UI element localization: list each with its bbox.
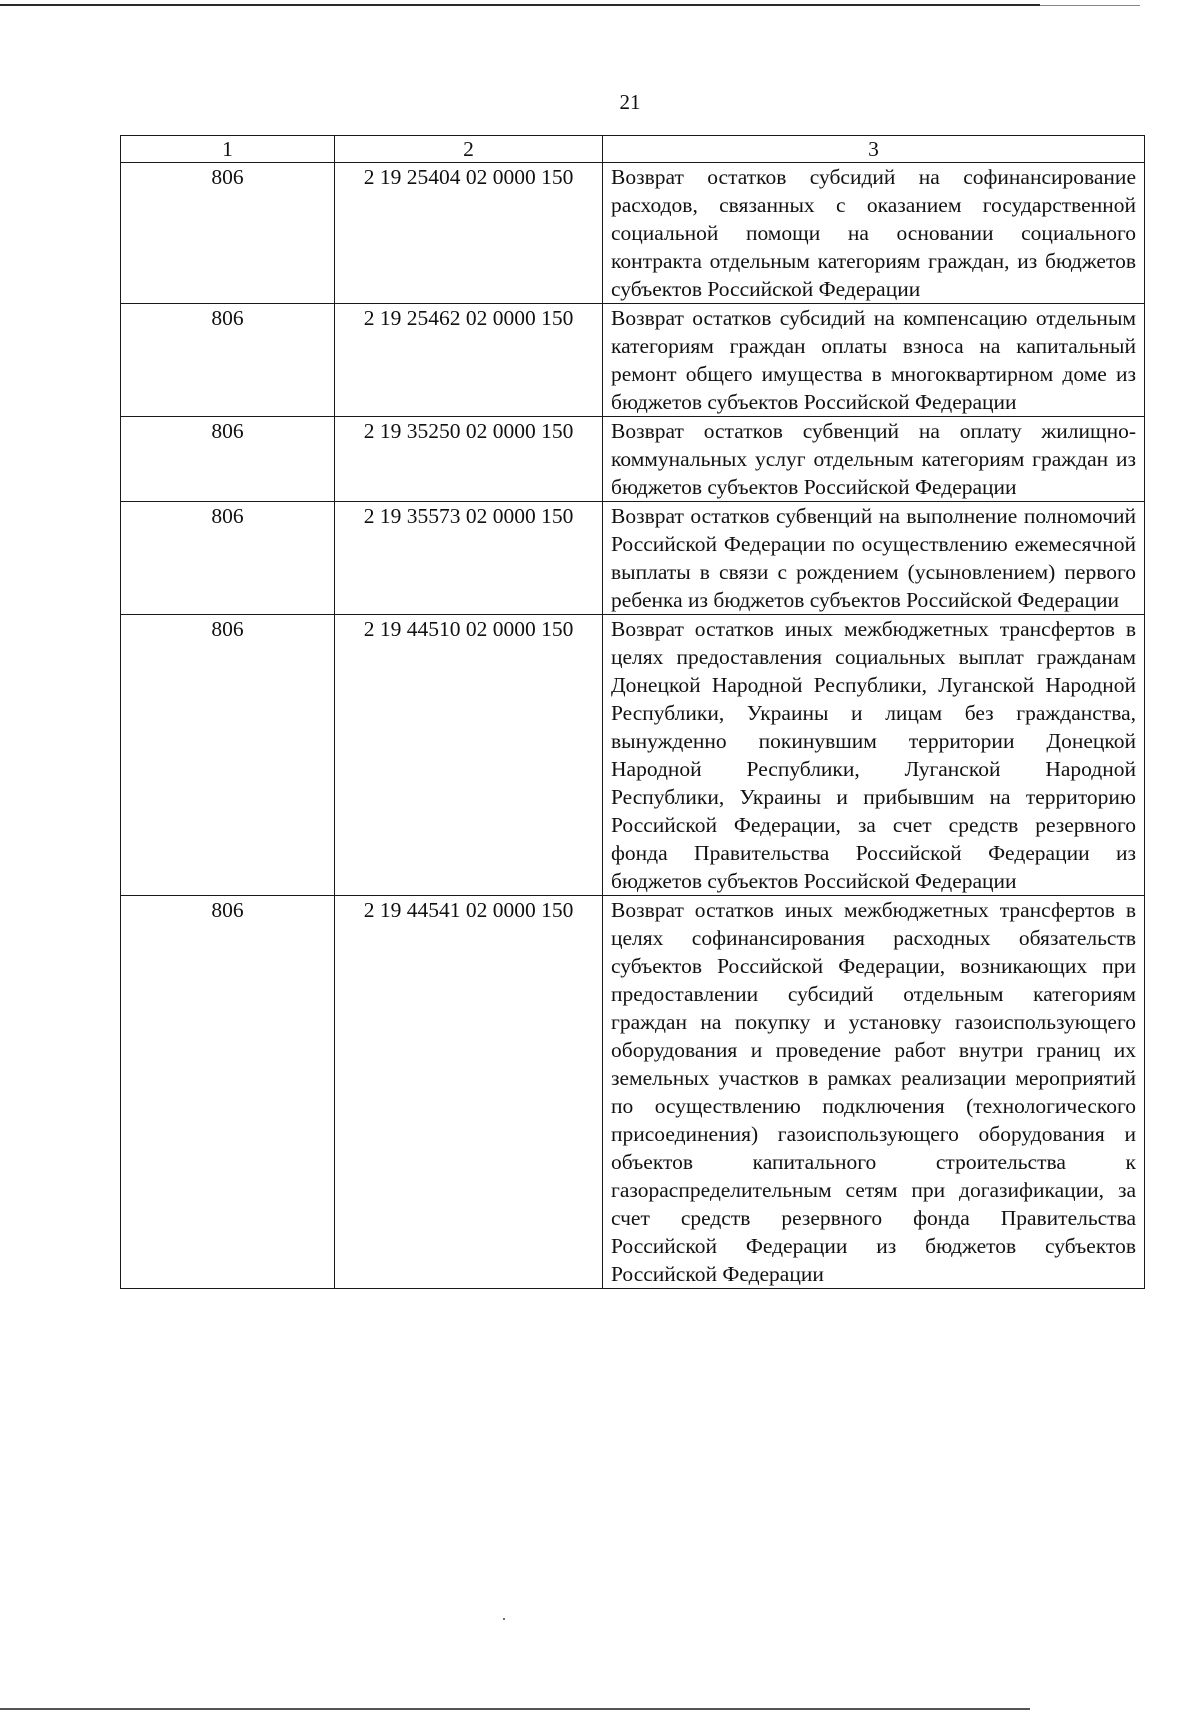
description-cell: Возврат остатков субсидий на софинансирование расходов, связанных с оказанием государственной социальной помощи на основании социального контракта отдельным категориям граждан, из бюджетов субъектов Российской Федерации <box>603 163 1145 304</box>
budget-code-cell: 2 19 25462 02 0000 150 <box>335 304 603 417</box>
page-number: 21 <box>619 90 641 114</box>
table-row <box>121 304 1145 417</box>
budget-code-cell: 2 19 44541 02 0000 150 <box>335 896 603 1289</box>
budget-codes-table <box>120 135 1145 1289</box>
table-row <box>121 896 1145 1289</box>
description-cell: Возврат остатков субвенций на оплату жилищно-коммунальных услуг отдельным категориям граждан из бюджетов субъектов Российской Федерации <box>603 417 1145 502</box>
admin-code-cell: 806 <box>121 896 335 1289</box>
budget-code-cell: 2 19 25404 02 0000 150 <box>335 163 603 304</box>
scan-edge-top-fade <box>1040 5 1140 6</box>
table-row <box>121 502 1145 615</box>
header-col-3: 3 <box>603 136 1145 163</box>
admin-code-cell: 806 <box>121 163 335 304</box>
budget-code-cell: 2 19 35250 02 0000 150 <box>335 417 603 502</box>
admin-code-cell: 806 <box>121 417 335 502</box>
admin-code-cell: 806 <box>121 615 335 896</box>
description-cell: Возврат остатков иных межбюджетных трансфертов в целях предоставления социальных выплат гражданам Донецкой Народной Республики, Луганской Народной Республики, Украины и лицам без гражданства, вынужденно покинувшим территории Донецкой Народной Республики, Луганской Народной Республики, Украины и прибывшим на территорию Российской Федерации, за счет средств резервного фонда Правительства Российской Федерации из бюджетов субъектов Российской Федерации <box>603 615 1145 896</box>
admin-code-cell: 806 <box>121 502 335 615</box>
table-header-row <box>121 136 1145 163</box>
description-cell: Возврат остатков субсидий на компенсацию отдельным категориям граждан оплаты взноса на капитальный ремонт общего имущества в многоквартирном доме из бюджетов субъектов Российской Федерации <box>603 304 1145 417</box>
scan-speck <box>503 1618 505 1620</box>
admin-code-cell: 806 <box>121 304 335 417</box>
budget-code-cell: 2 19 44510 02 0000 150 <box>335 615 603 896</box>
table-row <box>121 163 1145 304</box>
table-row <box>121 417 1145 502</box>
description-cell: Возврат остатков иных межбюджетных трансфертов в целях софинансирования расходных обязательств субъектов Российской Федерации, возникающих при предоставлении субсидий отдельным категориям граждан на покупку и установку газоиспользующего оборудования и проведение работ внутри границ их земельных участков в рамках реализации мероприятий по осуществлению подключения (технологического присоединения) газоиспользующего оборудования и объектов капитального строительства к газораспределительным сетям при догазификации, за счет средств резервного фонда Правительства Российской Федерации из бюджетов субъектов Российской Федерации <box>603 896 1145 1289</box>
header-col-1: 1 <box>121 136 335 163</box>
table-row <box>121 615 1145 896</box>
header-col-2: 2 <box>335 136 603 163</box>
budget-code-cell: 2 19 35573 02 0000 150 <box>335 502 603 615</box>
scan-edge-top <box>0 4 1040 6</box>
scan-edge-bottom <box>0 1708 1030 1710</box>
description-cell: Возврат остатков субвенций на выполнение полномочий Российской Федерации по осуществлению ежемесячной выплаты в связи с рождением (усыновлением) первого ребенка из бюджетов субъектов Российской Федерации <box>603 502 1145 615</box>
